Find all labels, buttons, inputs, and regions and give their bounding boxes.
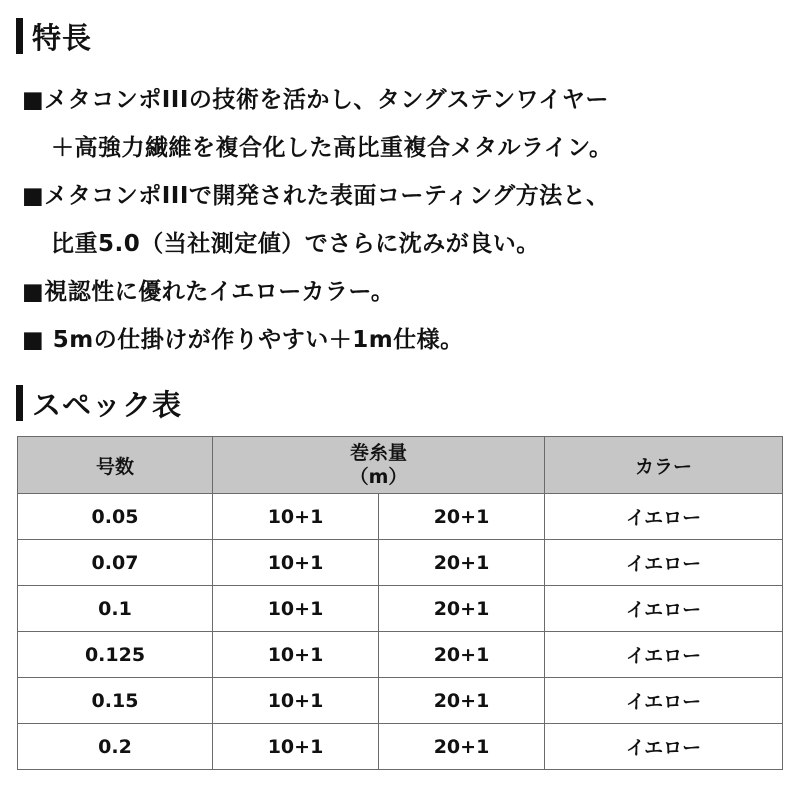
table-row [18, 632, 783, 678]
table-row [18, 586, 783, 632]
cell-length-b: 20+1 [379, 724, 545, 770]
feature-line: ＋高強力繊維を複合化した高比重複合メタルライン。 [51, 135, 613, 161]
features-heading-text: 特長 [32, 20, 93, 55]
header-length-line2: （m） [349, 466, 408, 488]
heading-bar [16, 18, 23, 54]
feature-line: 比重5.0（当社測定値）でさらに沈みが良い。 [51, 231, 540, 257]
table-row [18, 540, 783, 586]
cell-color: イエロー [545, 678, 783, 724]
cell-length-b: 20+1 [379, 678, 545, 724]
cell-number: 0.07 [18, 540, 213, 586]
table-row [18, 494, 783, 540]
cell-length-a: 10+1 [213, 724, 379, 770]
cell-number: 0.05 [18, 494, 213, 540]
cell-length-b: 20+1 [379, 632, 545, 678]
header-length-line1: 巻糸量 [349, 442, 407, 464]
features-heading [16, 16, 92, 56]
feature-line: ■メタコンポIIIで開発された表面コーティング方法と、 [22, 183, 610, 209]
cell-length-a: 10+1 [213, 494, 379, 540]
cell-length-a: 10+1 [213, 632, 379, 678]
spec-heading [16, 383, 182, 423]
cell-number: 0.15 [18, 678, 213, 724]
cell-length-b: 20+1 [379, 494, 545, 540]
header-color: カラー [545, 437, 783, 494]
table-row [18, 724, 783, 770]
feature-line: ■メタコンポIIIの技術を活かし、タングステンワイヤー [22, 87, 609, 113]
cell-color: イエロー [545, 724, 783, 770]
cell-length-b: 20+1 [379, 586, 545, 632]
cell-color: イエロー [545, 494, 783, 540]
cell-length-a: 10+1 [213, 540, 379, 586]
header-number: 号数 [18, 437, 213, 494]
header-length [213, 437, 545, 494]
cell-color: イエロー [545, 586, 783, 632]
table-header-row [18, 437, 783, 494]
spec-heading-text: スペック表 [32, 387, 183, 422]
feature-line: ■ 5mの仕掛けが作りやすい＋1m仕様。 [22, 327, 464, 353]
cell-number: 0.1 [18, 586, 213, 632]
features-list [22, 76, 792, 364]
cell-color: イエロー [545, 632, 783, 678]
table-row [18, 678, 783, 724]
cell-number: 0.2 [18, 724, 213, 770]
feature-line: ■視認性に優れたイエローカラー。 [22, 279, 395, 305]
spec-table [17, 436, 783, 770]
cell-length-a: 10+1 [213, 586, 379, 632]
cell-length-b: 20+1 [379, 540, 545, 586]
cell-length-a: 10+1 [213, 678, 379, 724]
cell-color: イエロー [545, 540, 783, 586]
heading-bar [16, 385, 23, 421]
cell-number: 0.125 [18, 632, 213, 678]
